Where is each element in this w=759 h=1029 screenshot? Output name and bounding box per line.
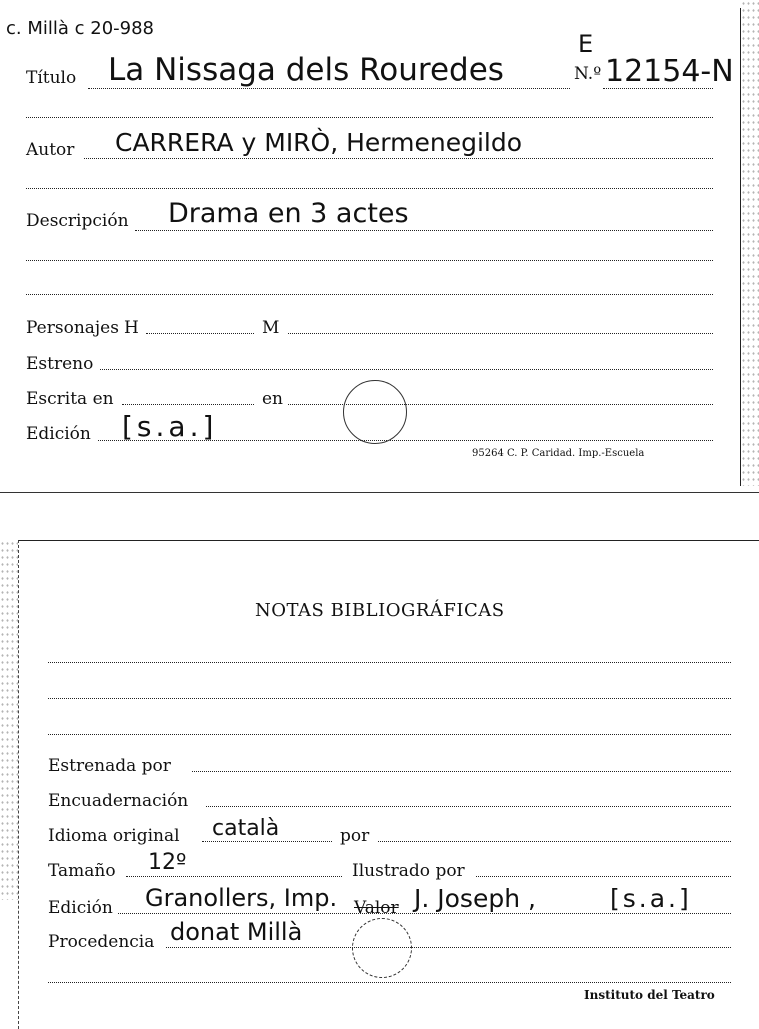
printer-imprint: 95264 C. P. Caridad. Imp.-Escuela: [472, 448, 645, 459]
titulo-label: Título: [26, 68, 77, 88]
procedencia-line: [166, 947, 731, 948]
personajes-m-label: M: [262, 318, 280, 338]
edicion2-label: Edición: [48, 898, 113, 918]
tamano-value: 12º: [148, 850, 187, 875]
idioma-por-label: por: [340, 826, 370, 846]
edicion2-value-b: J. Joseph ,: [414, 884, 536, 913]
escrita-line: [122, 404, 254, 405]
scan-edge-speckle: [0, 540, 20, 900]
edicion2-value-c: [s.a.]: [610, 884, 692, 913]
estrenada-line: [192, 771, 731, 772]
numero-label: N.º: [574, 64, 602, 84]
idioma-por-line: [378, 841, 731, 842]
descripcion-line-3: [26, 294, 713, 295]
edicion2-value-a: Granollers, Imp.: [145, 884, 338, 912]
escrita-label: Escrita en: [26, 389, 114, 409]
ilustrado-line: [476, 876, 731, 877]
institution-imprint: Instituto del Teatro: [584, 988, 715, 1002]
personajes-h-label: H: [124, 318, 139, 338]
edicion2-struck-word: Valor: [354, 898, 399, 918]
encuadernacion-line: [206, 806, 731, 807]
edicion-label: Edición: [26, 424, 91, 444]
procedencia-line-2: [48, 982, 731, 983]
autor-value: CARRERA y MIRÒ, Hermenegildo: [115, 128, 523, 157]
notas-line-2: [48, 698, 731, 699]
notas-line-3: [48, 734, 731, 735]
ilustrado-label: Ilustrado por: [352, 861, 465, 881]
card-bottom-edge: [0, 492, 759, 493]
descripcion-line-2: [26, 260, 713, 261]
punch-hole-stamp: [343, 380, 407, 444]
personajes-label: Personajes: [26, 318, 119, 338]
titulo-line: [88, 88, 570, 89]
autor-line-2: [26, 188, 713, 189]
punch-hole-stamp: [352, 918, 412, 978]
edicion2-line: [118, 913, 731, 914]
descripcion-label: Descripción: [26, 211, 129, 231]
autor-label: Autor: [26, 140, 75, 160]
descripcion-value: Drama en 3 actes: [168, 198, 409, 229]
personajes-m-line: [288, 333, 713, 334]
idioma-value: català: [212, 816, 280, 841]
idioma-label: Idioma original: [48, 826, 180, 846]
scan-edge-speckle: [741, 0, 759, 486]
idioma-line: [202, 841, 332, 842]
notas-line-1: [48, 662, 731, 663]
descripcion-line: [135, 230, 713, 231]
top-corner-note: c. Millà c 20-988: [6, 18, 154, 39]
personajes-h-line: [146, 333, 254, 334]
notas-heading: NOTAS BIBLIOGRÁFICAS: [255, 600, 505, 621]
procedencia-label: Procedencia: [48, 932, 155, 952]
tamano-label: Tamaño: [48, 861, 116, 881]
edicion-value: [s.a.]: [122, 410, 218, 443]
autor-line: [84, 158, 713, 159]
titulo-value: La Nissaga dels Rouredes: [108, 52, 504, 88]
estreno-line: [100, 369, 713, 370]
numero-mark: E: [578, 30, 594, 58]
escrita-en-label: en: [262, 389, 284, 409]
estrenada-label: Estrenada por: [48, 756, 171, 776]
titulo-line-2: [26, 117, 713, 118]
procedencia-value: donat Millà: [170, 918, 303, 946]
encuadernacion-label: Encuadernación: [48, 791, 189, 811]
numero-value: 12154-N: [605, 54, 734, 89]
tamano-line: [126, 876, 342, 877]
estreno-label: Estreno: [26, 354, 94, 374]
